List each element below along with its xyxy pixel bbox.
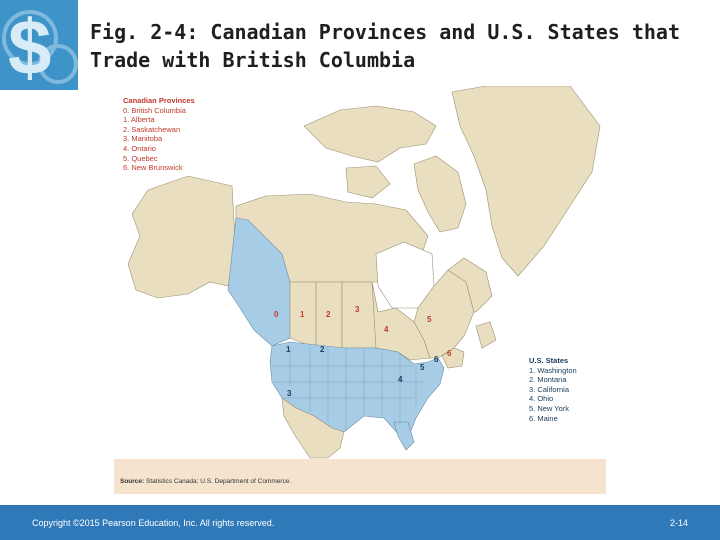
legend-item: 5. New York	[529, 403, 570, 413]
victoria-island	[346, 166, 390, 198]
us-legend	[529, 356, 577, 423]
state-label-6: 6	[434, 355, 439, 364]
province-label-1: 1	[300, 310, 305, 319]
source-note	[120, 478, 291, 485]
province-label-3: 3	[355, 305, 360, 314]
province-label-0: 0	[274, 310, 279, 319]
baffin-island	[414, 156, 466, 232]
canada-legend	[123, 96, 195, 173]
province-label-2: 2	[326, 310, 331, 319]
state-label-1: 1	[286, 345, 291, 354]
province-label-4: 4	[384, 325, 389, 334]
state-label-4: 4	[398, 375, 403, 384]
source-box	[114, 459, 606, 494]
logo	[0, 0, 78, 90]
svg-text:$: $	[8, 3, 52, 90]
province-label-5: 5	[427, 315, 432, 324]
us-legend-title: U.S. States	[529, 356, 569, 365]
canada-legend-title: Canadian Provinces	[123, 96, 195, 105]
state-label-2: 2	[320, 345, 325, 354]
legend-item: 4. Ontario	[123, 143, 156, 153]
copyright-text: Copyright ©2015 Pearson Education, Inc. All rights reserved.	[32, 518, 275, 528]
province-label-6: 6	[447, 349, 452, 358]
page-number: 2-14	[669, 518, 688, 528]
alaska	[128, 176, 236, 298]
dollar-sign-icon	[0, 0, 78, 90]
legend-item: 6. New Brunswick	[123, 163, 183, 173]
legend-item: 2. Montana	[529, 375, 567, 385]
page-title: Fig. 2-4: Canadian Provinces and U.S. States that Trade with British Columbia	[90, 20, 681, 72]
map-figure	[114, 86, 606, 494]
legend-item: 5. Quebec	[123, 153, 158, 163]
footer	[0, 505, 720, 540]
arctic-islands	[304, 106, 436, 162]
newfoundland	[476, 322, 496, 348]
legend-item: 3. California	[529, 384, 570, 394]
source-text: Statistics Canada; U.S. Department of Commerce.	[146, 478, 292, 485]
legend-item: 3. Manitoba	[123, 134, 163, 144]
legend-item: 4. Ohio	[529, 394, 554, 404]
greenland	[452, 86, 600, 276]
legend-item: 1. Alberta	[123, 115, 155, 125]
source-label: Source:	[120, 478, 145, 485]
legend-item: 0. British Columbia	[123, 105, 186, 115]
state-label-3: 3	[287, 389, 292, 398]
state-label-5: 5	[420, 363, 425, 372]
legend-item: 2. Saskatchewan	[123, 124, 181, 134]
legend-item: 1. Washington	[529, 365, 577, 375]
legend-item: 6. Maine	[529, 413, 558, 423]
